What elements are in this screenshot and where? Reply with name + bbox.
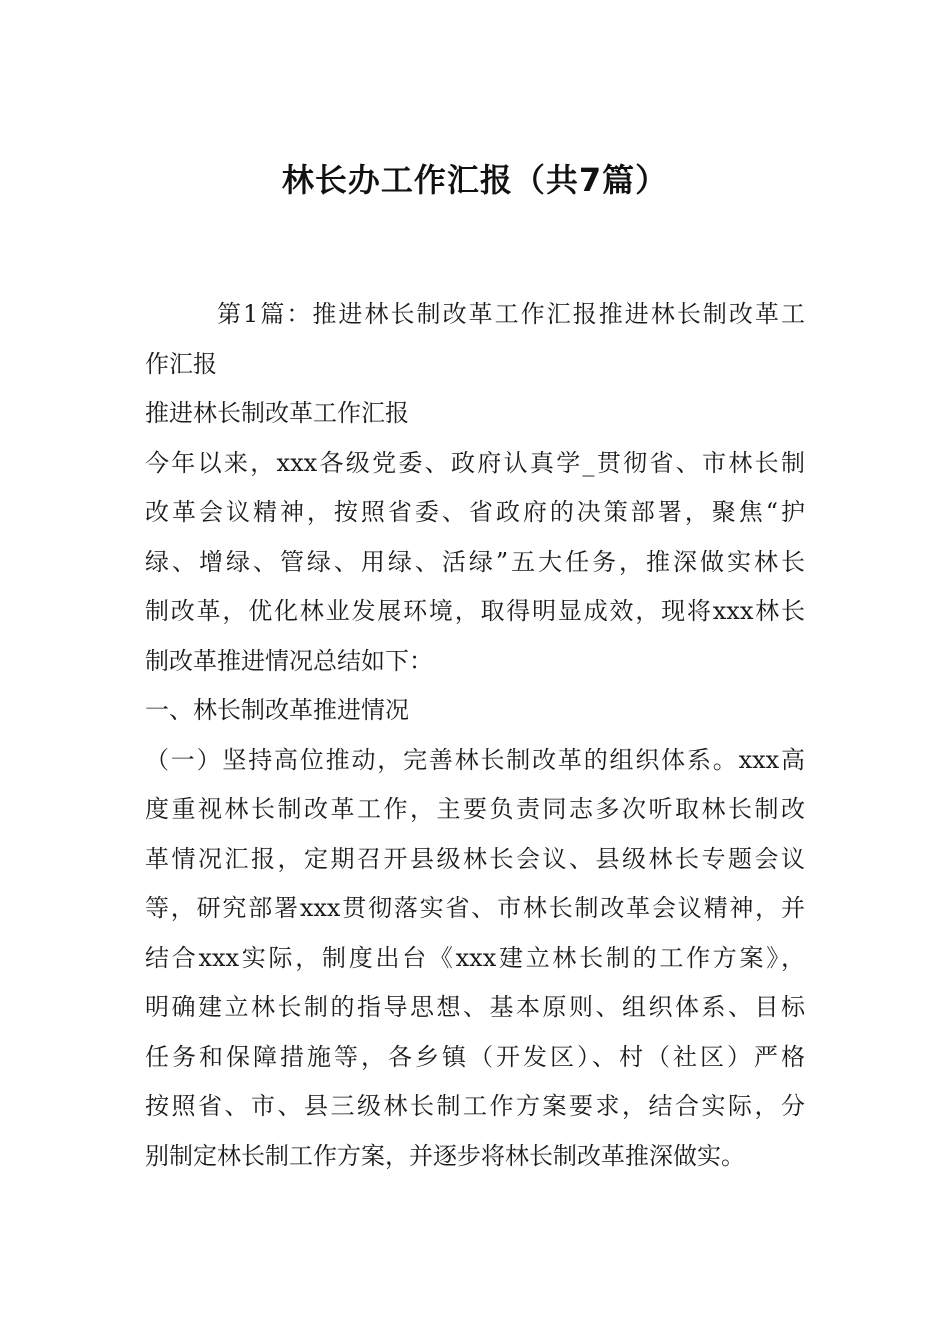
paragraph-line: 革情况汇报，定期召开县级林长会议、县级林长专题会议 bbox=[145, 844, 805, 873]
paragraph-line: 任务和保障措施等，各乡镇（开发区）、村（社区）严格 bbox=[145, 1042, 805, 1071]
paragraph-line: 结合xxx实际，制度出台《xxx建立林长制的工作方案》， bbox=[145, 943, 805, 972]
section-heading: 推进林长制改革工作汇报 bbox=[145, 399, 409, 427]
paragraph-line: 第1篇：推进林长制改革工作汇报推进林长制改革工 bbox=[217, 300, 805, 328]
paragraph-line: 制改革推进情况总结如下： bbox=[145, 646, 433, 675]
paragraph-line: 明确建立林长制的指导思想、基本原则、组织体系、目标 bbox=[145, 993, 805, 1021]
paragraph-line: 作汇报 bbox=[145, 349, 217, 378]
paragraph-line: 改革会议精神，按照省委、省政府的决策部署，聚焦“护 bbox=[145, 498, 805, 526]
paragraph-line: 度重视林长制改革工作，主要负责同志多次听取林长制改 bbox=[145, 795, 805, 823]
paragraph-line: 制改革，优化林业发展环境，取得明显成效，现将xxx林长 bbox=[145, 597, 805, 625]
document-title: 林长办工作汇报（共7篇） bbox=[281, 161, 669, 199]
paragraph-line: 按照省、市、县三级林长制工作方案要求，结合实际，分 bbox=[145, 1092, 805, 1120]
section-heading: 一、林长制改革推进情况 bbox=[145, 696, 409, 724]
paragraph-line: 别制定林长制工作方案，并逐步将林长制改革推深做实。 bbox=[145, 1141, 745, 1170]
paragraph-line: 今年以来，xxx各级党委、政府认真学_贯彻省、市林长制 bbox=[145, 448, 805, 477]
document-body bbox=[145, 290, 805, 1181]
paragraph-line: （一）坚持高位推动，完善林长制改革的组织体系。xxx高 bbox=[145, 745, 805, 774]
paragraph-line: 等，研究部署xxx贯彻落实省、市林长制改革会议精神，并 bbox=[145, 894, 805, 922]
paragraph-line: 绿、增绿、管绿、用绿、活绿”五大任务，推深做实林长 bbox=[145, 547, 805, 576]
